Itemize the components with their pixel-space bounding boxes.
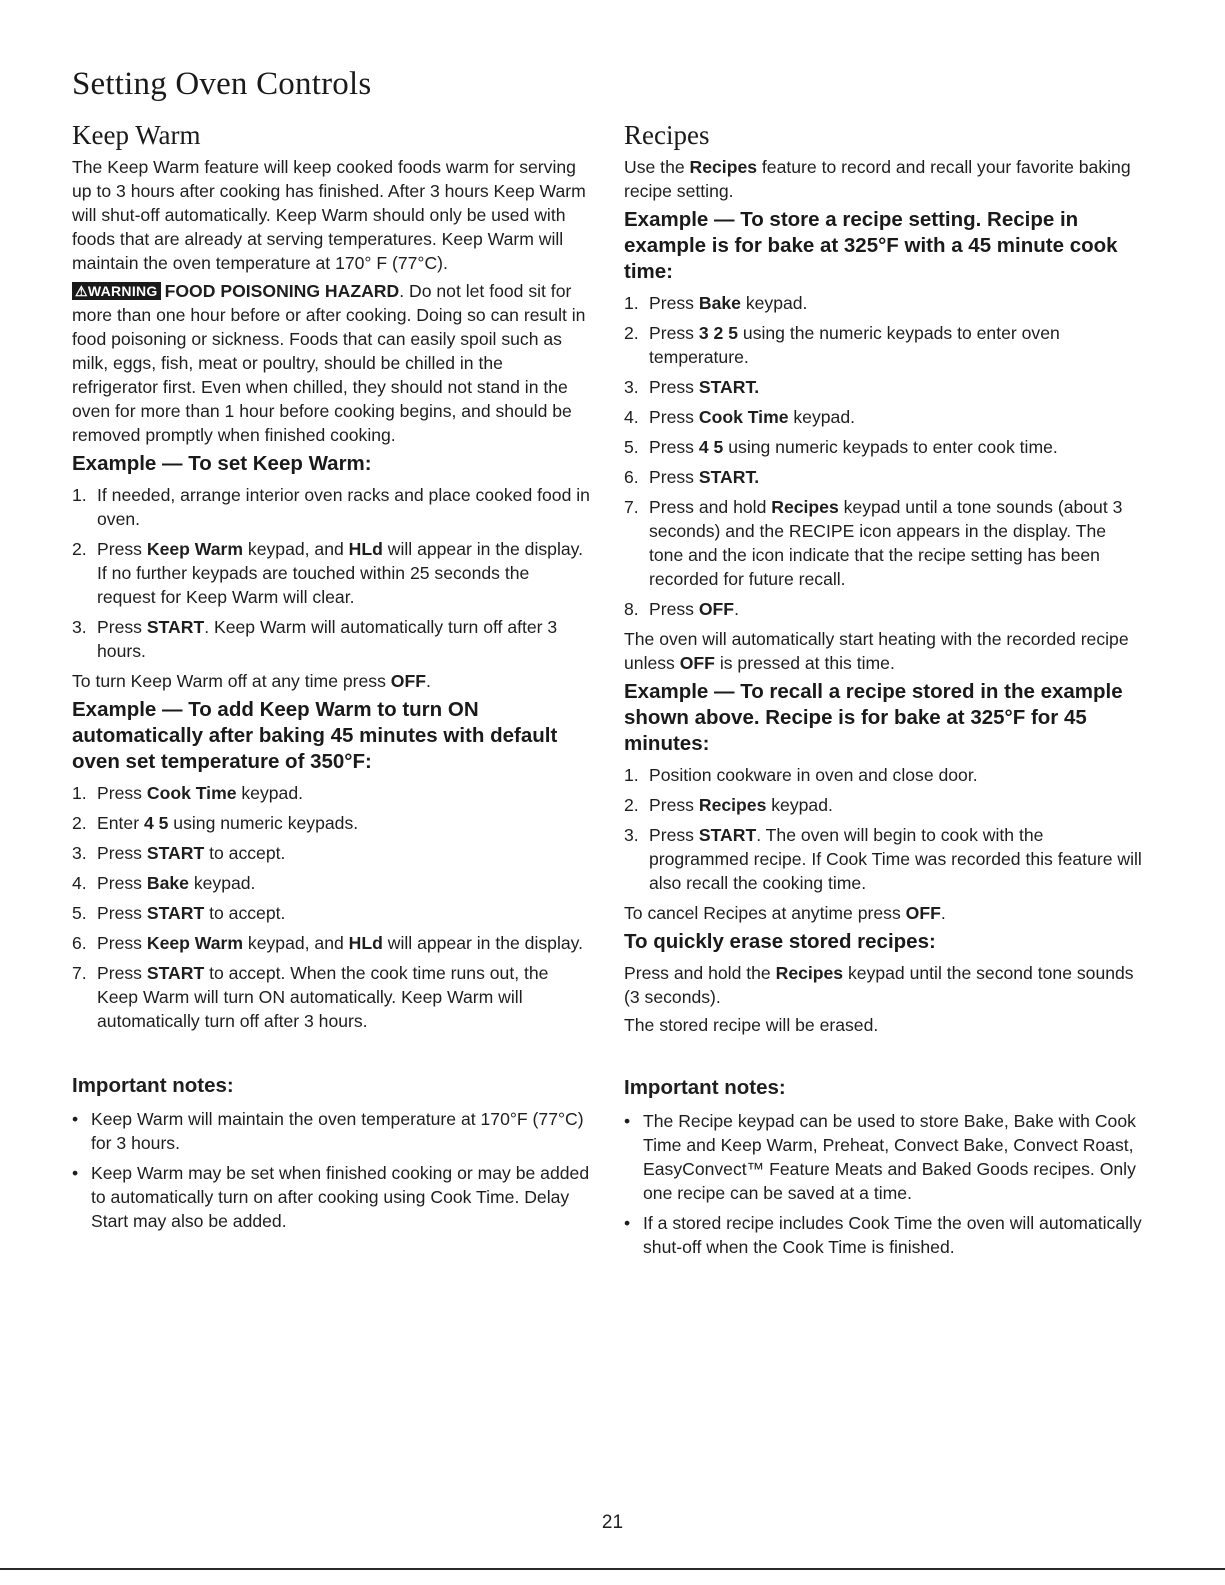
keep-warm-notes	[72, 1107, 590, 1233]
page-number: 21	[601, 1512, 624, 1533]
keep-warm-notes-heading: Important notes:	[72, 1074, 234, 1097]
step-item	[72, 615, 590, 663]
text-run: Press	[649, 825, 699, 845]
text-run: to accept.	[204, 843, 286, 863]
text-run: To cancel Recipes at anytime press	[624, 903, 906, 923]
turn-off-note	[72, 669, 590, 693]
text-run: Press	[97, 903, 147, 923]
step-text	[649, 597, 739, 621]
recipes-column	[624, 120, 1144, 1265]
note-item	[624, 1109, 1144, 1205]
bold-keyword: Keep Warm	[146, 933, 244, 953]
text-run: .	[734, 599, 739, 619]
text-run: Press	[649, 293, 699, 313]
note-text: Keep Warm may be set when finished cooking or may be added to automatically turn on after cooking using Cook Time. Delay Start may also be added.	[91, 1163, 590, 1231]
step-item	[72, 871, 590, 895]
text-run: Press	[97, 843, 147, 863]
step-number: 4.	[72, 873, 87, 893]
recall-recipe-heading: Example — To recall a recipe stored in the example shown above. Recipe is for bake at 325°F for 45 minutes:	[624, 680, 1123, 755]
text-run: keypad.	[236, 783, 304, 803]
warning-badge	[72, 282, 161, 300]
step-text	[649, 465, 759, 489]
keep-warm-column	[72, 120, 590, 1239]
bold-keyword: START	[146, 963, 205, 983]
auto-start-note	[624, 627, 1144, 675]
step-item	[72, 961, 590, 1033]
bold-keyword: Recipes	[775, 963, 844, 983]
step-number: 5.	[624, 437, 639, 457]
bold-keyword: Recipes	[698, 795, 767, 815]
bold-keyword: 4 5	[698, 437, 724, 457]
step-number: 1.	[624, 293, 639, 313]
text-run: will appear in the display. If no further keypads are touched within 25 seconds the request for Keep Warm will clear.	[97, 539, 584, 607]
step-number: 2.	[72, 813, 87, 833]
step-number: 6.	[72, 933, 87, 953]
step-text	[649, 823, 1144, 895]
step-number: 2.	[72, 539, 87, 559]
cancel-note	[624, 901, 1144, 925]
text-run: Press	[649, 795, 699, 815]
bold-keyword: 3 2 5	[698, 323, 739, 343]
bold-keyword: START.	[698, 467, 760, 487]
warning-title: FOOD POISONING HAZARD	[164, 281, 400, 301]
step-text	[97, 537, 590, 609]
step-text	[649, 435, 1058, 459]
store-recipe-heading: Example — To store a recipe setting. Recipe in example is for bake at 325°F with a 45 minute cook time:	[624, 208, 1118, 283]
bold-keyword: Keep Warm	[146, 539, 244, 559]
recipes-intro	[624, 155, 1144, 203]
text-run: . The oven will begin to cook with the programmed recipe. If Cook Time was recorded this feature will also recall the cooking time.	[649, 825, 1142, 893]
bold-keyword: OFF	[905, 903, 941, 923]
text-run: using numeric keypads to enter cook time.	[723, 437, 1058, 457]
step-item	[72, 537, 590, 609]
keep-warm-heading: Keep Warm	[72, 120, 201, 150]
step-item	[624, 291, 1144, 315]
text-run: Enter	[97, 813, 144, 833]
bold-keyword: OFF	[698, 599, 735, 619]
step-text	[97, 931, 583, 955]
text-run: Press	[97, 539, 147, 559]
step-number: 3.	[624, 377, 639, 397]
text-run: Press	[649, 467, 699, 487]
text-run: keypad until a tone sounds (about 3 seconds) and the RECIPE icon appears in the display. The tone and the icon indicate that the recipe setting has been recorded for future recall.	[649, 497, 1123, 589]
step-text	[97, 483, 590, 531]
bold-keyword: Cook Time	[698, 407, 789, 427]
note-item	[624, 1211, 1144, 1259]
step-number: 1.	[72, 485, 87, 505]
bold-keyword: OFF	[679, 653, 715, 673]
text-run: using numeric keypads.	[168, 813, 359, 833]
erase-recipes-heading: To quickly erase stored recipes:	[624, 930, 936, 953]
text-run: . Keep Warm will automatically turn off after 3 hours.	[97, 617, 558, 661]
bullet-icon: •	[624, 1111, 631, 1131]
text-run: Press	[97, 783, 147, 803]
step-text	[649, 495, 1144, 591]
step-text	[649, 375, 759, 399]
keep-warm-intro: The Keep Warm feature will keep cooked foods warm for serving up to 3 hours after cooking has finished. After 3 hours Keep Warm will shut-off automatically. Keep Warm should only be used with foods that are already at serving temperatures. Keep Warm will maintain the oven temperature at 170° F (77°C).	[72, 157, 586, 273]
bullet-icon: •	[72, 1163, 79, 1183]
text-run: The oven will automatically start heating with the recorded recipe unless	[624, 629, 1129, 673]
step-item	[624, 763, 1144, 787]
text-run: Press	[649, 599, 699, 619]
text-run: Press and hold the	[624, 963, 776, 983]
step-text	[97, 841, 285, 865]
text-run: Press	[97, 933, 147, 953]
recipes-heading: Recipes	[624, 120, 710, 150]
store-recipe-steps	[624, 291, 1144, 621]
text-run: to accept.	[204, 903, 286, 923]
step-text	[97, 811, 358, 835]
warning-triangle-icon: ⚠	[75, 283, 88, 299]
text-run: keypad, and	[243, 933, 349, 953]
warning-paragraph	[72, 279, 590, 447]
step-item	[624, 405, 1144, 429]
set-keep-warm-steps	[72, 483, 590, 663]
text-run: will appear in the display.	[382, 933, 584, 953]
step-number: 8.	[624, 599, 639, 619]
note-text: If a stored recipe includes Cook Time the oven will automatically shut-off when the Cook Time is finished.	[643, 1213, 1142, 1257]
erase-instructions	[624, 961, 1144, 1009]
text-run: keypad, and	[243, 539, 349, 559]
step-text	[97, 901, 285, 925]
step-number: 1.	[624, 765, 639, 785]
text-run: If needed, arrange interior oven racks and place cooked food in oven.	[97, 485, 590, 529]
step-item	[624, 375, 1144, 399]
step-text	[97, 615, 590, 663]
text-run: keypad.	[788, 407, 856, 427]
warning-badge-label: WARNING	[87, 283, 158, 299]
note-item	[72, 1107, 590, 1155]
step-item	[624, 465, 1144, 489]
text-run: is pressed at this time.	[714, 653, 895, 673]
text-run: keypad.	[740, 293, 808, 313]
text-run: .	[940, 903, 946, 923]
erased-note: The stored recipe will be erased.	[624, 1015, 879, 1035]
step-text	[649, 321, 1144, 369]
step-number: 3.	[72, 843, 87, 863]
step-number: 2.	[624, 323, 639, 343]
text-run: Position cookware in oven and close door.	[649, 765, 978, 785]
text-run: Press	[649, 323, 699, 343]
bold-keyword: START	[146, 617, 205, 637]
step-text	[97, 871, 255, 895]
step-item	[624, 793, 1144, 817]
step-number: 7.	[72, 963, 87, 983]
bold-keyword: Recipes	[689, 157, 758, 177]
step-text	[649, 793, 833, 817]
step-number: 7.	[624, 497, 639, 517]
text-run: Press	[649, 437, 699, 457]
text-run: keypad.	[766, 795, 833, 815]
bold-keyword: Bake	[146, 873, 189, 893]
bold-keyword: START	[698, 825, 757, 845]
text-run: keypad until the second tone sounds (3 seconds).	[624, 963, 1134, 1007]
text-run: keypad.	[188, 873, 256, 893]
step-text	[649, 405, 855, 429]
step-item	[624, 321, 1144, 369]
text-run: Press	[649, 377, 699, 397]
text-run: To turn Keep Warm off at any time press	[72, 671, 391, 691]
recipes-notes	[624, 1109, 1144, 1259]
page-title: Setting Oven Controls	[72, 66, 372, 102]
step-number: 2.	[624, 795, 639, 815]
step-item	[624, 495, 1144, 591]
text-run: feature to record and recall your favorite baking recipe setting.	[624, 157, 1131, 201]
bullet-icon: •	[624, 1213, 631, 1233]
step-item	[624, 435, 1144, 459]
step-number: 6.	[624, 467, 639, 487]
bullet-icon: •	[72, 1109, 79, 1129]
warning-text: . Do not let food sit for more than one hour before or after cooking. Doing so can result in food poisoning or sickness. Foods that can easily spoil such as milk, eggs, fish, meat or poultry, should be chilled in the refrigerator first. Even when chilled, they should not stand in the oven for more than 1 hour before cooking begins, and should be removed promptly when finished cooking.	[72, 281, 586, 445]
text-run: Use the	[624, 157, 690, 177]
text-run: Press	[649, 407, 699, 427]
recall-recipe-steps	[624, 763, 1144, 895]
bold-keyword: Recipes	[771, 497, 839, 517]
note-item	[72, 1161, 590, 1233]
note-text: The Recipe keypad can be used to store Bake, Bake with Cook Time and Keep Warm, Preheat, Convect Bake, Convect Roast, EasyConvect™ Feature Meats and Baked Goods recipes. Only one recipe can be saved at a time.	[643, 1111, 1136, 1203]
step-number: 3.	[72, 617, 87, 637]
step-item	[72, 901, 590, 925]
bold-keyword: HLd	[348, 933, 383, 953]
text-run: Press	[97, 963, 147, 983]
step-item	[72, 781, 590, 805]
bottom-rule	[0, 1568, 1225, 1570]
bold-keyword: START.	[698, 377, 760, 397]
note-text: Keep Warm will maintain the oven temperature at 170°F (77°C) for 3 hours.	[91, 1109, 584, 1153]
text-run: using the numeric keypads to enter oven temperature.	[649, 323, 1060, 367]
step-text	[97, 781, 303, 805]
bold-keyword: Cook Time	[146, 783, 237, 803]
text-run: .	[425, 671, 431, 691]
bold-keyword: 4 5	[143, 813, 169, 833]
step-text	[649, 291, 807, 315]
bold-keyword: HLd	[348, 539, 383, 559]
text-run: to accept. When the cook time runs out, the Keep Warm will turn ON automatically. Keep Warm will automatically turn off after 3 hours.	[97, 963, 549, 1031]
step-number: 4.	[624, 407, 639, 427]
step-item	[72, 931, 590, 955]
step-item	[72, 811, 590, 835]
step-number: 5.	[72, 903, 87, 923]
step-number: 1.	[72, 783, 87, 803]
text-run: Press and hold	[649, 497, 772, 517]
step-item	[72, 841, 590, 865]
recipes-notes-heading: Important notes:	[624, 1076, 786, 1099]
text-run: Press	[97, 873, 147, 893]
step-item	[72, 483, 590, 531]
bold-keyword: OFF	[390, 671, 426, 691]
step-item	[624, 823, 1144, 895]
step-item	[624, 597, 1144, 621]
add-keep-warm-steps	[72, 781, 590, 1033]
bold-keyword: START	[146, 903, 205, 923]
set-keep-warm-heading: Example — To set Keep Warm:	[72, 452, 372, 475]
step-number: 3.	[624, 825, 639, 845]
step-text	[97, 961, 590, 1033]
add-keep-warm-heading: Example — To add Keep Warm to turn ON automatically after baking 45 minutes with default oven set temperature of 350°F:	[72, 698, 558, 773]
text-run: Press	[97, 617, 147, 637]
bold-keyword: START	[146, 843, 205, 863]
step-text	[649, 763, 978, 787]
bold-keyword: Bake	[698, 293, 741, 313]
